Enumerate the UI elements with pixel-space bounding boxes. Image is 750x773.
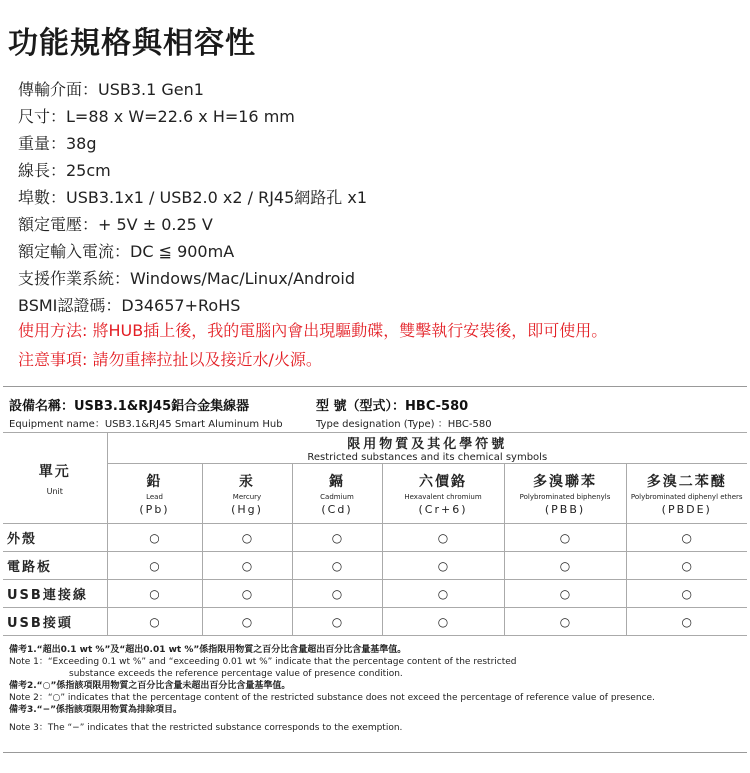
usage-notes bbox=[18, 316, 607, 374]
substance-name-zh: 六價鉻 bbox=[419, 474, 467, 490]
remark-3-zh: 備考3.“−”係指該項限用物質為排除項目。 bbox=[9, 705, 183, 715]
compliance-mark: ○ bbox=[626, 608, 747, 636]
spec-weight: 重量：38g bbox=[18, 134, 97, 153]
compliance-mark: ○ bbox=[202, 608, 292, 636]
substance-symbol: (Cr+6) bbox=[418, 503, 468, 516]
substance-name-en: Cadmium bbox=[320, 493, 354, 501]
compliance-mark: ○ bbox=[107, 580, 202, 608]
substances-group-header bbox=[107, 433, 747, 464]
substance-name-zh: 多溴二苯醚 bbox=[646, 474, 727, 490]
substance-name-zh: 多溴聯苯 bbox=[533, 474, 597, 490]
spec-cable-length: 線長：25cm bbox=[18, 161, 111, 180]
spec-os-support: 支援作業系統：Windows/Mac/Linux/Android bbox=[18, 269, 355, 288]
restricted-substances-table bbox=[3, 432, 747, 636]
substance-symbol: (Hg) bbox=[231, 503, 263, 516]
substance-pbde bbox=[626, 464, 747, 524]
substance-lead bbox=[107, 464, 202, 524]
type-designation-zh: 型 號（型式）：HBC-580 bbox=[316, 399, 469, 414]
substance-name-en: Polybrominated biphenyls bbox=[519, 493, 611, 501]
equipment-header bbox=[9, 395, 739, 430]
table-row bbox=[3, 552, 747, 580]
substance-mercury bbox=[202, 464, 292, 524]
substance-symbol: (Cd) bbox=[321, 503, 353, 516]
type-designation-block bbox=[316, 395, 492, 430]
compliance-mark: ○ bbox=[504, 552, 626, 580]
part-name: USB連接線 bbox=[3, 580, 107, 608]
caution-note: 注意事項: 請勿重摔拉扯以及接近水/火源。 bbox=[18, 350, 322, 369]
compliance-mark: ○ bbox=[107, 552, 202, 580]
remark-1-zh: 備考1.“超出0.1 wt %”及“超出0.01 wt %”係指限用物質之百分比含量超出百分比含量基準值。 bbox=[9, 645, 407, 655]
substance-symbol: (PBB) bbox=[544, 503, 586, 516]
remark-2-zh: 備考2.“○”係指該項限用物質之百分比含量未超出百分比含量基準值。 bbox=[9, 681, 291, 691]
spec-dimensions: 尺寸：L=88 x W=22.6 x H=16 mm bbox=[18, 107, 295, 126]
compliance-mark: ○ bbox=[202, 524, 292, 552]
remarks-section bbox=[9, 644, 744, 734]
spec-list bbox=[18, 76, 367, 319]
remark-1-en-continued: substance exceeds the reference percentage value of presence condition. bbox=[69, 669, 403, 679]
substance-hexavalent-chromium bbox=[382, 464, 504, 524]
group-header-zh: 限用物質及其化學符號 bbox=[347, 437, 508, 452]
substance-symbol: (PBDE) bbox=[661, 503, 712, 516]
compliance-mark: ○ bbox=[626, 552, 747, 580]
compliance-mark: ○ bbox=[626, 524, 747, 552]
spec-rated-current: 額定輸入電流：DC ≦ 900mA bbox=[18, 242, 235, 261]
group-header-en: Restricted substances and its chemical symbols bbox=[307, 452, 548, 463]
usage-instructions: 使用方法: 將HUB插上後，我的電腦內會出現驅動碟，雙擊執行安裝後，即可使用。 bbox=[18, 321, 608, 340]
compliance-mark: ○ bbox=[107, 608, 202, 636]
compliance-mark: ○ bbox=[107, 524, 202, 552]
compliance-mark: ○ bbox=[202, 552, 292, 580]
part-name: 電路板 bbox=[3, 552, 107, 580]
spec-rated-voltage: 額定電壓：+ 5V ± 0.25 V bbox=[18, 215, 213, 234]
compliance-mark: ○ bbox=[202, 580, 292, 608]
remark-3-en: Note 3：The “−” indicates that the restricted substance corresponds to the exemption. bbox=[9, 723, 403, 733]
compliance-mark: ○ bbox=[292, 580, 382, 608]
substance-name-en: Lead bbox=[146, 493, 163, 501]
substance-name-en: Polybrominated diphenyl ethers bbox=[630, 493, 743, 501]
compliance-mark: ○ bbox=[382, 552, 504, 580]
substance-symbol: (Pb) bbox=[139, 503, 170, 516]
unit-header-zh: 單元 bbox=[38, 463, 71, 480]
type-designation-en: Type designation (Type) ：HBC-580 bbox=[316, 419, 492, 430]
compliance-mark: ○ bbox=[292, 608, 382, 636]
substance-name-en: Mercury bbox=[232, 493, 262, 501]
compliance-mark: ○ bbox=[292, 552, 382, 580]
equipment-name-en: Equipment name：USB3.1&RJ45 Smart Aluminum Hub bbox=[9, 419, 283, 430]
substance-name-zh: 鉛 bbox=[146, 474, 163, 490]
table-row bbox=[3, 580, 747, 608]
substance-cadmium bbox=[292, 464, 382, 524]
spec-bsmi: BSMI認證碼：D34657+RoHS bbox=[18, 296, 241, 315]
table-row bbox=[3, 608, 747, 636]
substance-pbb bbox=[504, 464, 626, 524]
compliance-mark: ○ bbox=[382, 524, 504, 552]
compliance-mark: ○ bbox=[626, 580, 747, 608]
compliance-mark: ○ bbox=[504, 524, 626, 552]
spec-interface: 傳輸介面：USB3.1 Gen1 bbox=[18, 80, 204, 99]
substance-name-zh: 汞 bbox=[239, 474, 255, 490]
compliance-mark: ○ bbox=[504, 608, 626, 636]
table-row bbox=[3, 524, 747, 552]
remark-1-en: Note 1：“Exceeding 0.1 wt %” and “exceeding 0.01 wt %” indicate that the percentage content of the restricted bbox=[9, 657, 517, 667]
unit-header bbox=[3, 433, 107, 524]
compliance-mark: ○ bbox=[292, 524, 382, 552]
part-name: 外殼 bbox=[3, 524, 107, 552]
substance-name-en: Hexavalent chromium bbox=[404, 493, 482, 501]
part-name: USB接頭 bbox=[3, 608, 107, 636]
substance-name-zh: 鎘 bbox=[329, 474, 345, 490]
equipment-name-zh: 設備名稱：USB3.1&RJ45鋁合金集線器 bbox=[9, 399, 250, 414]
unit-header-en: Unit bbox=[46, 486, 63, 496]
compliance-mark: ○ bbox=[382, 580, 504, 608]
compliance-mark: ○ bbox=[504, 580, 626, 608]
page-title: 功能規格與相容性 bbox=[8, 26, 256, 61]
spec-ports: 埠數：USB3.1x1 / USB2.0 x2 / RJ45網路孔 x1 bbox=[18, 188, 368, 207]
remark-2-en: Note 2：“○” indicates that the percentage content of the restricted substance does not exceed the percentage of reference value of presence. bbox=[9, 693, 655, 703]
rohs-declaration bbox=[3, 386, 747, 753]
compliance-mark: ○ bbox=[382, 608, 504, 636]
